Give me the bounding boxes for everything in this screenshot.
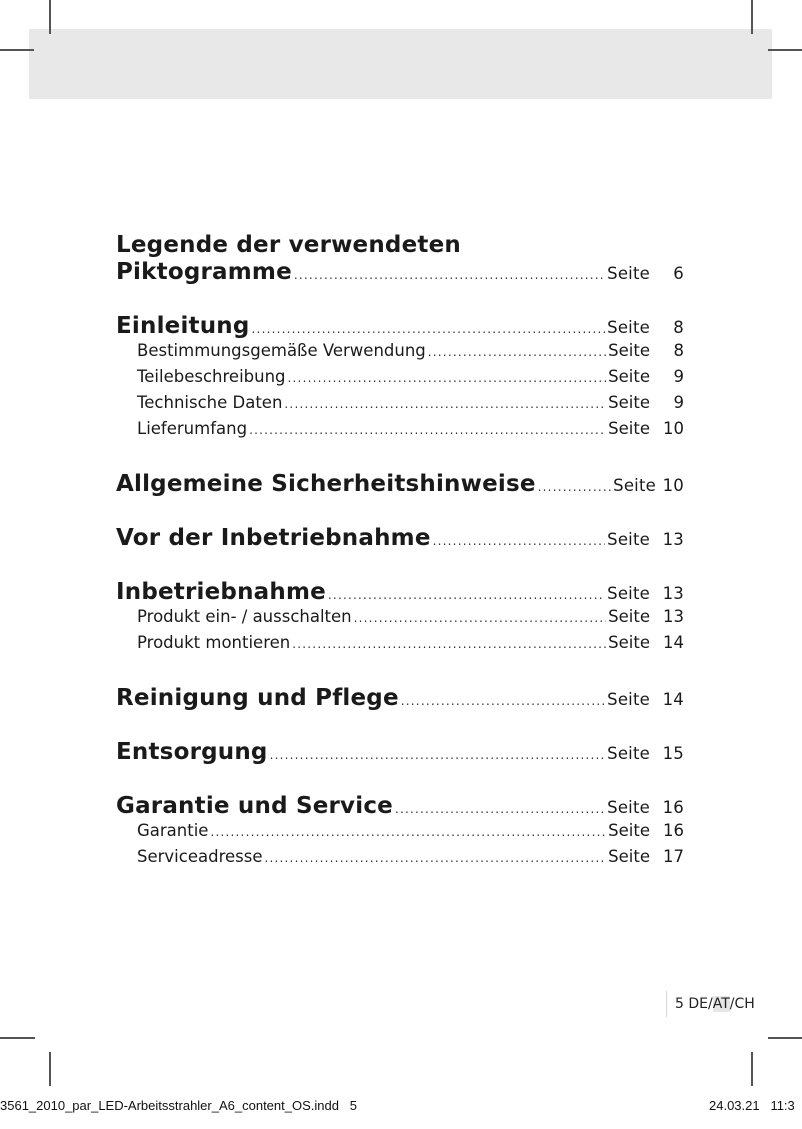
seite-label: Seite	[608, 341, 650, 360]
seite-label: Seite	[608, 419, 650, 438]
toc-title: Piktogramme	[116, 259, 292, 285]
toc-subitem[interactable]	[116, 607, 684, 633]
toc-section-sicherheitshinweise[interactable]	[116, 471, 684, 499]
toc-subtitle: Produkt ein- / ausschalten	[137, 607, 352, 626]
crop-mark-bottom-left-h	[0, 1037, 35, 1039]
page-number: 10	[662, 476, 684, 495]
toc-subitem[interactable]	[116, 341, 684, 367]
toc-subtitle: Technische Daten	[137, 393, 283, 412]
page-number: 16	[662, 798, 684, 817]
dot-leader	[354, 611, 607, 625]
dot-leader	[292, 637, 606, 651]
toc-subtitle: Produkt montieren	[137, 633, 291, 652]
seite-label: Seite	[607, 530, 650, 549]
crop-mark-top-left-h	[0, 49, 34, 51]
page-number: 14	[662, 690, 684, 709]
toc-section-inbetriebnahme[interactable]	[116, 579, 684, 607]
seite-label: Seite	[608, 393, 650, 412]
seite-label: Seite	[607, 318, 650, 337]
toc-section-reinigung[interactable]	[116, 685, 684, 713]
seite-label: Seite	[608, 847, 650, 866]
seite-label: Seite	[608, 367, 650, 386]
toc-subitem[interactable]	[116, 633, 684, 659]
page-number: 9	[673, 393, 684, 412]
toc-section-entsorgung[interactable]	[116, 739, 684, 767]
folio-lang-suffix: /CH	[729, 996, 755, 1012]
page-number: 13	[662, 530, 684, 549]
toc-subitem[interactable]	[116, 367, 684, 393]
seite-label: Seite	[608, 821, 650, 840]
dot-leader	[252, 322, 606, 336]
dot-leader	[284, 397, 606, 411]
folio-lang-prefix: DE/	[688, 996, 713, 1012]
page-number: 15	[662, 744, 684, 763]
toc-title-line1: Legende der verwendeten	[116, 232, 461, 258]
dot-leader	[270, 748, 606, 762]
dot-leader	[328, 588, 605, 602]
toc-title: Vor der Inbetriebnahme	[116, 525, 431, 551]
toc-subtitle: Serviceadresse	[137, 847, 263, 866]
dot-leader	[401, 694, 605, 708]
seite-label: Seite	[608, 633, 650, 652]
page-number: 10	[663, 419, 684, 438]
seite-label: Seite	[607, 798, 650, 817]
crop-mark-bottom-right-h	[768, 1037, 802, 1039]
seite-label: Seite	[607, 744, 650, 763]
toc-section-legende[interactable]	[116, 232, 684, 287]
toc-subtitle: Bestimmungsgemäße Verwendung	[137, 341, 426, 360]
seite-label: Seite	[607, 690, 650, 709]
slug-datetime: 24.03.21 11:3	[709, 1098, 795, 1113]
dot-leader	[288, 371, 607, 385]
table-of-contents	[116, 232, 684, 873]
dot-leader	[395, 802, 605, 816]
toc-section-einleitung[interactable]	[116, 313, 684, 341]
page-number: 8	[673, 341, 684, 360]
seite-label: Seite	[607, 264, 650, 283]
page-number: 8	[673, 318, 684, 337]
seite-label: Seite	[608, 607, 650, 626]
toc-subitem[interactable]	[116, 393, 684, 419]
page-number: 9	[673, 367, 684, 386]
toc-title: Allgemeine Sicherheitshinweise	[116, 471, 536, 497]
toc-subitem[interactable]	[116, 821, 684, 847]
toc-title: Entsorgung	[116, 739, 268, 765]
toc-title: Einleitung	[116, 313, 250, 339]
slug-filename: 3561_2010_par_LED-Arbeitsstrahler_A6_content_OS.indd 5	[0, 1098, 358, 1113]
toc-subtitle: Garantie	[137, 821, 209, 840]
toc-subitem[interactable]	[116, 847, 684, 873]
seite-label: Seite	[607, 584, 650, 603]
dot-leader	[249, 423, 606, 437]
page-number: 17	[663, 847, 684, 866]
dot-leader	[264, 851, 606, 865]
folio-lang-highlight: AT	[712, 996, 730, 1012]
page-folio	[666, 991, 755, 1017]
crop-mark-bottom-left-v	[49, 1052, 51, 1086]
seite-label: Seite	[613, 476, 656, 495]
crop-mark-top-right-v	[751, 0, 753, 34]
crop-mark-top-left-v	[49, 0, 51, 34]
dot-leader	[428, 345, 606, 359]
header-band	[29, 29, 772, 99]
toc-title: Inbetriebnahme	[116, 579, 326, 605]
folio-page-number: 5	[675, 996, 684, 1012]
dot-leader	[210, 825, 606, 839]
crop-mark-top-right-h	[768, 49, 802, 51]
crop-mark-bottom-right-v	[751, 1052, 753, 1086]
page-number: 14	[663, 633, 684, 652]
page-number: 16	[663, 821, 684, 840]
dot-leader	[433, 534, 606, 548]
toc-section-garantie-und-service[interactable]	[116, 793, 684, 821]
dot-leader	[294, 268, 605, 282]
toc-subtitle: Lieferumfang	[137, 419, 248, 438]
page-number: 13	[662, 584, 684, 603]
toc-section-vor-der-inbetriebnahme[interactable]	[116, 525, 684, 553]
page-number: 13	[663, 607, 684, 626]
toc-title: Reinigung und Pflege	[116, 685, 399, 711]
toc-subtitle: Teilebeschreibung	[137, 367, 286, 386]
page-number: 6	[673, 264, 684, 283]
toc-title: Garantie und Service	[116, 793, 393, 819]
toc-subitem[interactable]	[116, 419, 684, 445]
dot-leader	[538, 480, 612, 494]
